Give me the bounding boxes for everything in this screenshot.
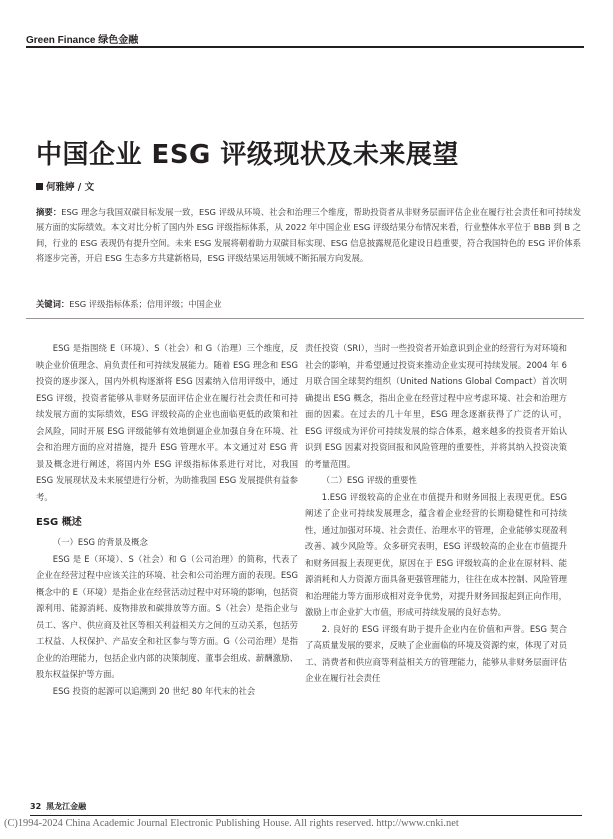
- section-label-en: Green Finance: [26, 35, 96, 46]
- keywords-label: 关键词：: [36, 299, 70, 309]
- keywords: [36, 297, 581, 311]
- section-label-cn: 绿色金融: [98, 35, 139, 46]
- left-column: [36, 340, 298, 699]
- journal-name: 黑龙江金融: [46, 802, 87, 811]
- article-title: 中国企业 ESG 评级现状及未来展望: [36, 140, 459, 170]
- page-number: 32: [30, 802, 42, 811]
- right-column: [305, 340, 567, 687]
- subsection-heading-importance: （二）ESG 评级的重要性: [321, 475, 417, 485]
- body-paragraph: ESG 是 E（环境）、S（社会）和 G（公司治理）的简称，代表了企业在经营过程中应该关注的环境、社会和公司治理方面的表现。ESG 概念中的 E（环境）是指企业在经营活动过程中对环境的影响，包括资源利用、能源消耗、废物排放和碳排放等方面。S（社会）是指企业与员工、客户、供应商及社区等相关利益相关方之间的互动关系，包括劳工权益、人权保护、产品安全和社区参与等方面。G（公司治理）是指企业的治理能力，包括企业内部的决策制度、董事会组成、薪酬激励、股东权益保护等方面。: [36, 553, 298, 679]
- intro-paragraph: ESG 是指围绕 E（环境）、S（社会）和 G（治理）三个维度，反映企业价值理念、肩负责任和可持续发展能力。随着 ESG 理念和 ESG 投资的逐步深入，国内外机构逐渐将 ESG 因素纳入信用评级中，通过 ESG 评级，投资者能够从非财务层面评估企业在履行社会责任和可持续发展方面的实际绩效，ESG 评级较高的企业也面临更低的政策和社会风险，同时开展 ESG 评级能够有效地倒逼企业加强自身在环境、社会和治理方面的应对措施，提升 ESG 管理水平。本文通过对 ESG 背景及概念进行阐述，将国内外 ESG 评级指标体系进行对比，对我国 ESG 发展现状及未来展望进行分析，为助推我国 ESG 发展提供有益参考。: [36, 343, 298, 502]
- body-paragraph: 责任投资（SRI），当时一些投资者开始意识到企业的经营行为对环境和社会的影响，并希望通过投资来推动企业实现可持续发展。2004 年 6 月联合国全球契约组织（United Nations Global Compact）首次明确提出 ESG 概念，指出企业在经营过程中应考虑环境、社会和治理方面的因素。在过去的几十年里，ESG 理念逐渐获得了广泛的认可，ESG 评级成为评价可持续发展的综合体系，越来越多的投资者开始认识到 ESG 因素对投资回报和风险管理的重要性，并将其纳入投资决策的考量范围。: [305, 343, 567, 469]
- copyright-notice: (C)1994-2024 China Academic Journal Electronic Publishing House. All rights reserved. http://www.cnki.net: [4, 818, 459, 829]
- footer-rule: [30, 815, 582, 816]
- abstract-text: ESG 理念与我国双碳目标发展一致，ESG 评级从环境、社会和治理三个维度，帮助投资者从非财务层面评估企业在履行社会责任和可持续发展方面的实际绩效。本文对比分析了国内外 ESG 评级指标体系，从 2022 年中国企业 ESG 评级结果分布情况来看，行业整体水平位于 BBB 到 B 之间，行业的 ESG 表现仍有提升空间。未来 ESG 发展将朝着助力双碳目标实现、ESG 信息披露规范化建设日趋重要，符合我国特色的 ESG 评价体系将逐步完善，开启 ESG 生态多方共建新格局，ESG 评级结果运用领域不断拓展方向发展。: [36, 207, 581, 263]
- header-rule: [26, 46, 584, 48]
- subsection-heading-background: （一）ESG 的背景及概念: [52, 537, 148, 547]
- running-header: [26, 28, 584, 46]
- body-paragraph: 1.ESG 评级较高的企业在市值提升和财务回报上表现更优。ESG 阐述了企业可持续发展理念，蕴含着企业经营的长期稳健性和可持续性，通过加强对环境、社会责任、治理水平的管理，企业能够实现盈利改善、减少风险等。众多研究表明，ESG 评级较高的企业在市值提升和财务回报上表现更优，原因在于 ESG 评级较高的企业在原材料、能源消耗和人力资源方面具备更强管理能力，往往在成本控制、风险管理和治理能力等方面形成相对竞争优势，对提升财务回报起到正向作用，激励上市企业扩大市值，形成可持续发展的良好态势。: [305, 491, 567, 617]
- keywords-text: ESG 评级指标体系；信用评级；中国企业: [69, 299, 222, 309]
- author-line: [36, 181, 94, 195]
- body-paragraph: 2. 良好的 ESG 评级有助于提升企业内在价值和声誉。ESG 契合了高质量发展的要求，反映了企业面临的环境及资源约束，体现了对员工、消费者和供应商等利益相关方的管理能力，能够从非财务层面评估企业在履行社会责任: [305, 623, 567, 683]
- section-heading-esg-overview: ESG 概述: [36, 517, 82, 528]
- page-footer: [30, 800, 590, 814]
- abstract-rule: [26, 318, 584, 319]
- abstract-label: 摘要：: [36, 207, 62, 217]
- author-square-icon: [36, 183, 43, 190]
- author-name: 何雅婷 / 文: [46, 182, 95, 193]
- section-label: [26, 35, 138, 46]
- body-paragraph: ESG 投资的起源可以追溯到 20 世纪 80 年代末的社会: [52, 685, 256, 696]
- abstract: [36, 205, 581, 266]
